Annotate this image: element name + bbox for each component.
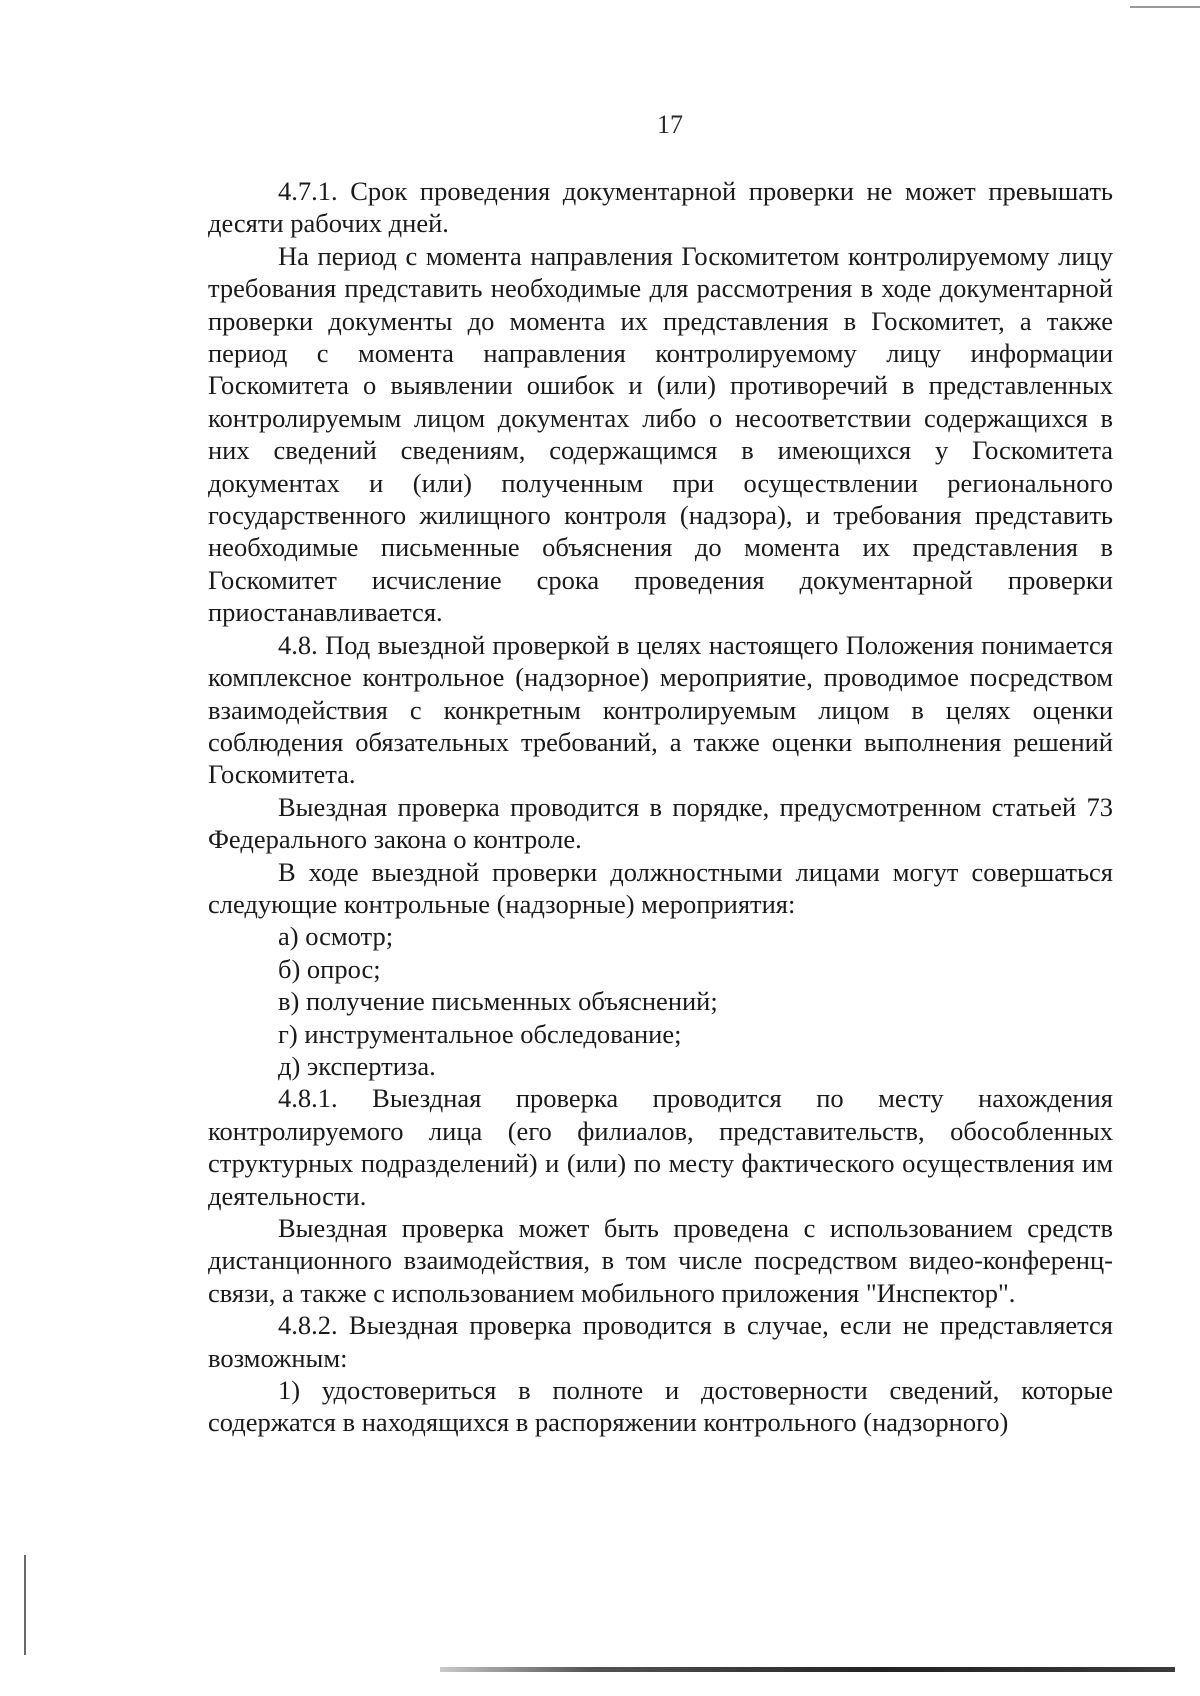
- list-item-b: б) опрос;: [278, 953, 381, 984]
- list-item-a: а) осмотр;: [278, 921, 394, 952]
- list-item-v: в) получение письменных объяснений;: [278, 986, 718, 1017]
- list-item-d: д) экспертиза.: [278, 1050, 436, 1081]
- scan-edge-mark-bottom: [440, 1667, 1175, 1672]
- scan-edge-mark-left: [24, 1555, 26, 1655]
- paragraph-4-8: 4.8. Под выездной проверкой в целях настоящего Положения понимается комплексное контрольное (надзорное) мероприятие, проводимое посредством взаимодействия с конкретным контролируемым лицом в целях оценки соблюдения обязательных требований, а также оценки выполнения решений Госкомитета.: [208, 629, 1113, 790]
- paragraph-remote-inspection: Выездная проверка может быть проведена с использованием средств дистанционного взаимодействия, в том числе посредством видео-конференц-связи, а также с использованием мобильного приложения "Инспектор".: [208, 1213, 1113, 1308]
- paragraph-suspension-period: На период с момента направления Госкомитетом контролируемому лицу требования представить необходимые для рассмотрения в ходе документарной проверки документы до момента их представления в Госкомитет, а также период с момента направления контролируемому лицу информации Госкомитета о выявлении ошибок и (или) противоречий в представленных контролируемым лицом документах либо о несоответствии содержащихся в них сведений сведениям, содержащимся в имеющихся у Госкомитета документах и (или) полученным при осуществлении регионального государственного жилищного контроля (надзора), и требования представить необходимые письменные объяснения до момента их представления в Госкомитет исчисление срока проведения документарной проверки приостанавливается.: [208, 240, 1113, 628]
- scan-edge-mark-top: [1130, 6, 1200, 8]
- paragraph-inspection-activities: В ходе выездной проверки должностными лицами могут совершаться следующие контрольные (надзорные) мероприятия:: [208, 856, 1113, 919]
- list-item-g: г) инструментальное обследование;: [278, 1018, 682, 1049]
- paragraph-4-7-1: 4.7.1. Срок проведения документарной проверки не может превышать десяти рабочих дней.: [208, 176, 1113, 239]
- document-body: [208, 175, 1113, 1439]
- paragraph-condition-1: 1) удостовериться в полноте и достоверности сведений, которые содержатся в находящихся в распоряжении контрольного (надзорного): [208, 1375, 1113, 1438]
- paragraph-inspection-procedure: Выездная проверка проводится в порядке, предусмотренном статьей 73 Федерального закона о контроле.: [208, 791, 1113, 855]
- paragraph-4-8-1: 4.8.1. Выездная проверка проводится по месту нахождения контролируемого лица (его филиалов, представительств, обособленных структурных подразделений) и (или) по месту фактического осуществления им деятельности.: [208, 1083, 1113, 1211]
- paragraph-4-8-2: 4.8.2. Выездная проверка проводится в случае, если не представляется возможным:: [208, 1310, 1113, 1373]
- page-number: 17: [657, 110, 683, 139]
